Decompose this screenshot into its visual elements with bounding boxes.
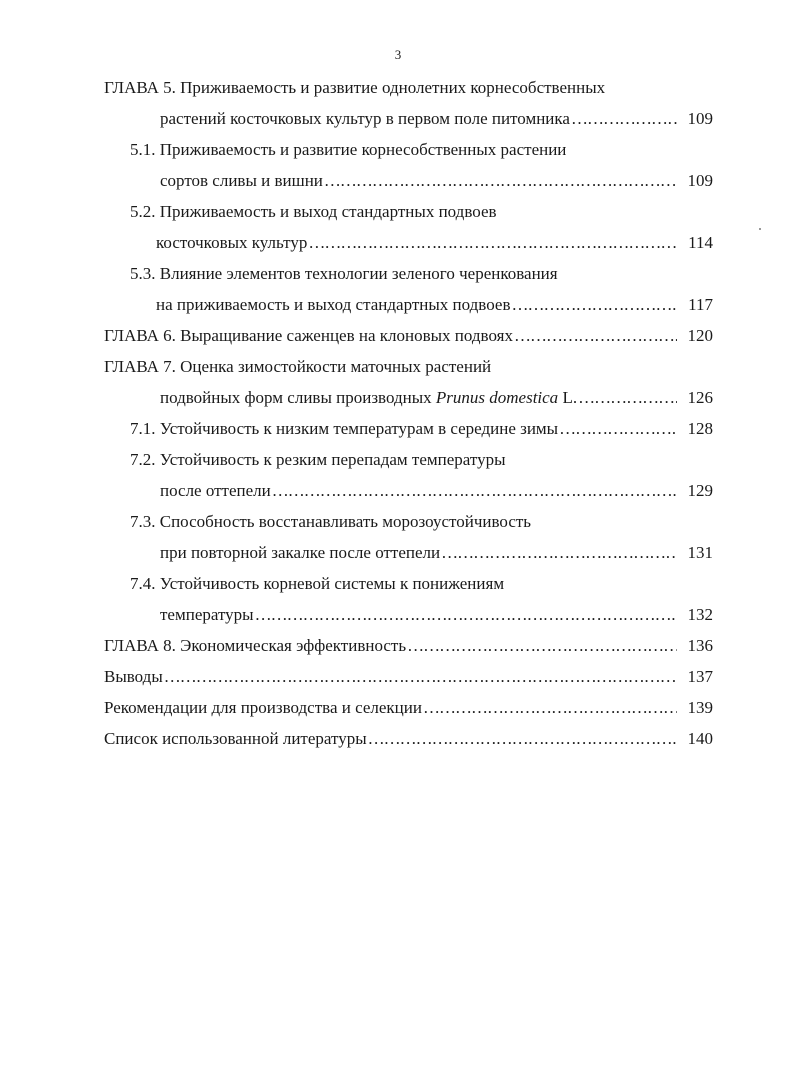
toc-chapter-6-entry[interactable] [104, 325, 713, 347]
toc-entry-text-post: L. [558, 388, 578, 407]
toc-page-number: 120 [687, 326, 713, 345]
dot-leader [571, 108, 677, 130]
toc-chapter-8-entry[interactable] [104, 635, 713, 657]
toc-entry-text: при повторной закалке после оттепели [160, 543, 441, 562]
toc-section-5-2-entry[interactable] [156, 232, 713, 254]
scan-speck [759, 228, 761, 230]
dot-leader [407, 635, 677, 657]
toc-references-entry[interactable] [104, 728, 713, 750]
toc-entry-text: температуры [160, 605, 254, 624]
toc-section-7-4-entry[interactable] [160, 604, 713, 626]
toc-section-7-3-title: 7.3. Способность восстанавливать морозоустойчивость [130, 512, 532, 531]
toc-entry-text: сортов сливы и вишни [160, 171, 323, 190]
dot-leader [423, 697, 677, 719]
toc-entry-text: 7.1. Устойчивость к низким температурам в середине зимы [130, 419, 559, 438]
dot-leader [578, 387, 677, 409]
dot-leader [559, 418, 677, 440]
dot-leader [368, 728, 677, 750]
dot-leader [164, 666, 677, 688]
toc-section-7-2-title: 7.2. Устойчивость к резким перепадам температуры [130, 450, 506, 469]
toc-page-number: 129 [687, 481, 713, 500]
dot-leader [308, 232, 677, 254]
toc-section-5-1-title: 5.1. Приживаемость и развитие корнесобственных растении [130, 140, 567, 159]
toc-page-number: 109 [687, 109, 713, 128]
toc-page-number: 126 [687, 388, 713, 407]
toc-entry-text: ГЛАВА 6. Выращивание саженцев на клоновых подвоях [104, 326, 513, 345]
toc-entry-text: ГЛАВА 8. Экономическая эффективность [104, 636, 407, 655]
toc-entry-text: косточковых культур [156, 233, 308, 252]
toc-chapter-7-title: ГЛАВА 7. Оценка зимостойкости маточных растений [104, 357, 492, 376]
toc-entry-text [160, 387, 577, 409]
toc-entry-text: растений косточковых культур в первом поле питомника [160, 109, 570, 128]
page-number: 3 [394, 47, 402, 62]
toc-page-number: 128 [687, 419, 713, 438]
toc-entry-text: Выводы [104, 667, 163, 686]
toc-entry-text: на приживаемость и выход стандартных подвоев [156, 295, 511, 314]
toc-section-5-3-entry[interactable] [156, 294, 713, 316]
dot-leader [514, 325, 677, 347]
toc-section-7-1-entry[interactable] [130, 418, 713, 440]
toc-entry-text: Рекомендации для производства и селекции [104, 698, 422, 717]
dot-leader [512, 294, 678, 316]
toc-chapter-7-entry[interactable] [160, 387, 713, 409]
toc-chapter-5-entry[interactable] [160, 108, 713, 130]
toc-section-5-1-entry[interactable] [160, 170, 713, 192]
toc-entry-text: после оттепели [160, 481, 271, 500]
toc-conclusions-entry[interactable] [104, 666, 713, 688]
species-name: Prunus domestica [435, 388, 559, 407]
toc-section-5-2-title: 5.2. Приживаемость и выход стандартных подвоев [130, 202, 497, 221]
toc-page-number: 109 [687, 171, 713, 190]
toc-recommendations-entry[interactable] [104, 697, 713, 719]
toc-section-7-2-entry[interactable] [160, 480, 713, 502]
toc-chapter-5-title: ГЛАВА 5. Приживаемость и развитие однолетних корнесобственных [104, 78, 606, 97]
dot-leader [324, 170, 677, 192]
toc-section-7-4-title: 7.4. Устойчивость корневой системы к понижениям [130, 574, 505, 593]
toc-entry-text: Список использованной литературы [104, 729, 367, 748]
toc-entry-text-pre: подвойных форм сливы производных [160, 388, 436, 407]
toc-page-number: 139 [687, 698, 713, 717]
toc-page-number: 114 [688, 233, 713, 252]
toc-page-number: 117 [688, 295, 713, 314]
toc-section-5-3-title: 5.3. Влияние элементов технологии зеленого черенкования [130, 264, 558, 283]
dot-leader [272, 480, 677, 502]
toc-page-number: 131 [687, 543, 713, 562]
toc-page-number: 132 [687, 605, 713, 624]
toc-page-number: 136 [687, 636, 713, 655]
dot-leader [255, 604, 677, 626]
toc-section-7-3-entry[interactable] [160, 542, 713, 564]
dot-leader [441, 542, 677, 564]
toc-page-number: 140 [687, 729, 713, 748]
toc-page-number: 137 [687, 667, 713, 686]
